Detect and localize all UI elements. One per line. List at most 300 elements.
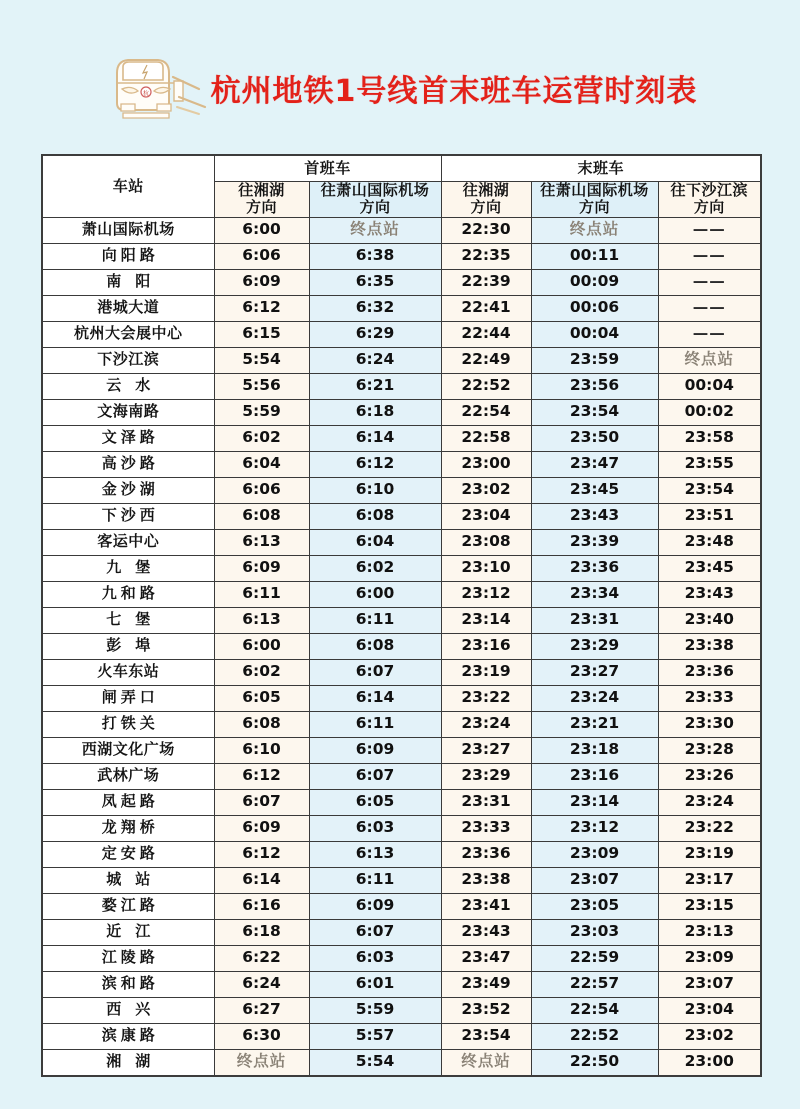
station-name-cell <box>42 321 214 347</box>
time-cell-last_to_xianghu <box>441 1049 531 1076</box>
time-value: 23:10 <box>461 558 511 577</box>
time-value: 6:00 <box>355 584 395 603</box>
time-cell-last_to_xianghu <box>441 971 531 997</box>
table-row <box>42 503 761 529</box>
time-cell-last_to_airport <box>531 919 658 945</box>
time-value: 23:36 <box>461 844 511 863</box>
time-cell-first_to_xianghu <box>214 659 309 685</box>
time-cell-last_to_airport <box>531 321 658 347</box>
time-value: 23:02 <box>684 1026 734 1045</box>
time-value: 5:59 <box>242 402 281 421</box>
table-row <box>42 477 761 503</box>
time-value: 6:03 <box>355 948 395 967</box>
time-value: 23:49 <box>461 974 511 993</box>
station-name-cell <box>42 581 214 607</box>
time-value: 23:14 <box>569 792 620 811</box>
time-value: 6:14 <box>355 428 395 447</box>
terminus-label: 终点站 <box>350 220 400 239</box>
station-name-cell <box>42 607 214 633</box>
column-header-direction-line1: 往萧山国际机场 <box>320 181 430 199</box>
station-name: 九堡 <box>106 558 165 577</box>
time-cell-last_to_xiashajiangbin <box>658 867 761 893</box>
time-cell-first_to_xianghu <box>214 919 309 945</box>
time-cell-last_to_xianghu <box>441 841 531 867</box>
table-body <box>42 217 761 1076</box>
time-cell-first_to_xianghu <box>214 529 309 555</box>
time-cell-first_to_xianghu <box>214 789 309 815</box>
time-value: 6:08 <box>242 506 281 525</box>
header-group-row <box>42 155 761 182</box>
time-value: 23:16 <box>569 766 620 785</box>
time-cell-first_to_airport <box>309 997 441 1023</box>
time-value: 23:43 <box>684 584 734 603</box>
no-service-label: —— <box>692 272 726 291</box>
time-cell-first_to_xianghu <box>214 555 309 581</box>
terminus-label: 终点站 <box>236 1052 287 1071</box>
time-value: 6:12 <box>355 454 395 473</box>
time-cell-last_to_xianghu <box>441 529 531 555</box>
station-name: 火车东站 <box>97 662 160 681</box>
time-value: 23:03 <box>569 922 620 941</box>
time-value: 6:32 <box>355 298 395 317</box>
time-cell-last_to_airport <box>531 243 658 269</box>
time-cell-last_to_xianghu <box>441 399 531 425</box>
time-cell-last_to_xiashajiangbin <box>658 529 761 555</box>
time-cell-first_to_xianghu <box>214 243 309 269</box>
time-cell-last_to_airport <box>531 477 658 503</box>
time-value: 23:43 <box>569 506 620 525</box>
time-cell-last_to_airport <box>531 659 658 685</box>
time-value: 6:02 <box>242 662 281 681</box>
time-value: 22:39 <box>461 272 511 291</box>
time-cell-last_to_xiashajiangbin <box>658 789 761 815</box>
table-row <box>42 685 761 711</box>
station-name: 文泽路 <box>101 428 159 447</box>
time-value: 23:04 <box>461 506 511 525</box>
station-name: 客运中心 <box>97 532 160 551</box>
table-row <box>42 659 761 685</box>
time-cell-last_to_xianghu <box>441 815 531 841</box>
time-cell-first_to_airport <box>309 555 441 581</box>
time-cell-first_to_airport <box>309 737 441 763</box>
table-row <box>42 633 761 659</box>
time-cell-first_to_xianghu <box>214 399 309 425</box>
time-cell-first_to_xianghu <box>214 503 309 529</box>
time-value: 6:27 <box>242 1000 281 1019</box>
time-value: 23:21 <box>569 714 620 733</box>
time-cell-first_to_airport <box>309 971 441 997</box>
time-cell-last_to_xiashajiangbin <box>658 477 761 503</box>
time-value: 23:24 <box>569 688 620 707</box>
station-name: 高沙路 <box>101 454 159 473</box>
time-value: 22:49 <box>461 350 511 369</box>
time-value: 6:35 <box>355 272 395 291</box>
time-value: 5:56 <box>242 376 281 395</box>
column-header-direction-line2: 方向 <box>693 198 725 217</box>
time-cell-last_to_xiashajiangbin <box>658 1049 761 1076</box>
time-value: 6:11 <box>355 870 395 889</box>
station-name-cell <box>42 867 214 893</box>
metro-train-icon <box>103 51 207 127</box>
time-cell-first_to_airport <box>309 867 441 893</box>
station-name: 凤起路 <box>101 792 159 811</box>
time-cell-last_to_airport <box>531 1023 658 1049</box>
station-name-cell <box>42 1023 214 1049</box>
time-value: 6:14 <box>242 870 281 889</box>
time-cell-first_to_airport <box>309 503 441 529</box>
time-value: 6:38 <box>355 246 395 265</box>
time-cell-last_to_airport <box>531 529 658 555</box>
time-cell-first_to_xianghu <box>214 607 309 633</box>
time-value: 23:48 <box>684 532 734 551</box>
time-value: 23:47 <box>461 948 511 967</box>
time-cell-first_to_xianghu <box>214 737 309 763</box>
time-value: 6:09 <box>242 818 281 837</box>
time-value: 23:28 <box>684 740 734 759</box>
time-cell-last_to_airport <box>531 737 658 763</box>
time-cell-last_to_xiashajiangbin <box>658 711 761 737</box>
table-row <box>42 893 761 919</box>
time-cell-last_to_airport <box>531 373 658 399</box>
station-name-cell <box>42 373 214 399</box>
time-cell-first_to_airport <box>309 373 441 399</box>
time-value: 6:06 <box>242 480 281 499</box>
time-cell-last_to_xianghu <box>441 1023 531 1049</box>
time-value: 5:54 <box>355 1052 395 1071</box>
time-cell-last_to_xianghu <box>441 919 531 945</box>
terminus-label: 终点站 <box>461 1052 511 1071</box>
time-cell-last_to_xianghu <box>441 607 531 633</box>
time-value: 23:47 <box>569 454 620 473</box>
station-name-cell <box>42 763 214 789</box>
time-value: 00:04 <box>684 376 734 395</box>
time-value: 23:33 <box>684 688 734 707</box>
table-row <box>42 529 761 555</box>
time-cell-first_to_xianghu <box>214 425 309 451</box>
station-name: 滨和路 <box>101 974 159 993</box>
station-name: 萧山国际机场 <box>81 220 175 239</box>
time-value: 6:09 <box>355 740 395 759</box>
station-name-cell <box>42 1049 214 1076</box>
station-name-cell <box>42 347 214 373</box>
station-name: 江陵路 <box>101 948 159 967</box>
table-row <box>42 555 761 581</box>
time-value: 23:13 <box>684 922 734 941</box>
column-header-last_to_xianghu <box>441 182 531 218</box>
time-value: 23:22 <box>461 688 511 707</box>
time-value: 23:16 <box>461 636 511 655</box>
time-value: 6:02 <box>355 558 395 577</box>
station-name-cell <box>42 503 214 529</box>
station-name: 打铁关 <box>101 714 159 733</box>
time-cell-last_to_xiashajiangbin <box>658 997 761 1023</box>
time-cell-last_to_airport <box>531 503 658 529</box>
column-header-direction-line1: 往湘湖 <box>462 181 510 199</box>
station-name: 九和路 <box>101 584 159 603</box>
time-cell-first_to_airport <box>309 347 441 373</box>
time-value: 6:07 <box>355 766 395 785</box>
time-value: 22:54 <box>461 402 511 421</box>
time-value: 23:24 <box>684 792 734 811</box>
time-cell-last_to_xianghu <box>441 789 531 815</box>
time-value: 6:08 <box>242 714 281 733</box>
time-value: 23:58 <box>684 428 734 447</box>
time-value: 6:04 <box>242 454 281 473</box>
table-row <box>42 607 761 633</box>
time-cell-first_to_airport <box>309 633 441 659</box>
time-cell-first_to_airport <box>309 1049 441 1076</box>
time-value: 00:02 <box>684 402 734 421</box>
time-cell-last_to_airport <box>531 399 658 425</box>
time-cell-last_to_xiashajiangbin <box>658 581 761 607</box>
table-row <box>42 425 761 451</box>
time-cell-first_to_airport <box>309 321 441 347</box>
time-value: 6:11 <box>242 584 281 603</box>
time-value: 6:09 <box>242 272 281 291</box>
time-cell-last_to_xianghu <box>441 295 531 321</box>
column-header-direction-line1: 往湘湖 <box>238 181 285 199</box>
time-cell-last_to_xiashajiangbin <box>658 737 761 763</box>
station-name: 金沙湖 <box>101 480 159 499</box>
terminus-label: 终点站 <box>684 350 735 369</box>
time-value: 6:07 <box>242 792 281 811</box>
time-value: 6:07 <box>355 662 395 681</box>
time-value: 23:33 <box>461 818 511 837</box>
time-value: 23:45 <box>684 558 734 577</box>
time-cell-last_to_airport <box>531 815 658 841</box>
column-header-direction-line2: 方向 <box>359 198 391 217</box>
time-cell-last_to_xianghu <box>441 945 531 971</box>
time-cell-last_to_xianghu <box>441 893 531 919</box>
time-value: 5:57 <box>355 1026 395 1045</box>
station-name-cell <box>42 841 214 867</box>
time-value: 6:09 <box>242 558 281 577</box>
time-value: 6:06 <box>242 246 281 265</box>
table-row <box>42 1023 761 1049</box>
time-value: 6:09 <box>355 896 395 915</box>
station-name: 龙翔桥 <box>101 818 159 837</box>
station-name-cell <box>42 789 214 815</box>
time-value: 00:06 <box>569 298 620 317</box>
time-cell-last_to_xiashajiangbin <box>658 295 761 321</box>
time-value: 22:54 <box>569 1000 620 1019</box>
time-cell-last_to_xiashajiangbin <box>658 243 761 269</box>
time-cell-first_to_airport <box>309 893 441 919</box>
time-cell-last_to_xianghu <box>441 633 531 659</box>
time-cell-last_to_xianghu <box>441 217 531 243</box>
station-name: 滨康路 <box>101 1026 159 1045</box>
time-value: 00:04 <box>569 324 620 343</box>
table-row <box>42 269 761 295</box>
time-value: 6:21 <box>355 376 395 395</box>
time-cell-last_to_xianghu <box>441 711 531 737</box>
time-cell-first_to_xianghu <box>214 685 309 711</box>
column-header-last_to_airport <box>531 182 658 218</box>
time-cell-first_to_airport <box>309 243 441 269</box>
time-cell-first_to_xianghu <box>214 295 309 321</box>
column-header-station: 车站 <box>42 155 214 217</box>
time-value: 23:54 <box>684 480 734 499</box>
time-value: 6:04 <box>355 532 395 551</box>
time-cell-last_to_xiashajiangbin <box>658 893 761 919</box>
table-head <box>42 155 761 217</box>
time-value: 23:05 <box>569 896 620 915</box>
time-value: 6:03 <box>355 818 395 837</box>
time-cell-last_to_xiashajiangbin <box>658 399 761 425</box>
time-value: 22:52 <box>569 1026 620 1045</box>
time-cell-first_to_airport <box>309 269 441 295</box>
station-name-cell <box>42 815 214 841</box>
column-header-direction-line1: 往萧山国际机场 <box>540 181 649 199</box>
time-value: 6:13 <box>355 844 395 863</box>
time-cell-last_to_xiashajiangbin <box>658 945 761 971</box>
time-value: 23:12 <box>569 818 620 837</box>
time-value: 23:09 <box>684 948 734 967</box>
column-header-direction-line2: 方向 <box>470 198 502 217</box>
station-name: 南阳 <box>106 272 165 291</box>
column-header-direction-line1: 往下沙江滨 <box>670 181 749 199</box>
time-cell-first_to_airport <box>309 217 441 243</box>
time-value: 23:52 <box>461 1000 511 1019</box>
time-cell-last_to_airport <box>531 607 658 633</box>
time-value: 23:39 <box>569 532 620 551</box>
time-value: 23:07 <box>684 974 734 993</box>
time-cell-first_to_xianghu <box>214 945 309 971</box>
table-row <box>42 399 761 425</box>
time-value: 23:15 <box>684 896 734 915</box>
time-value: 23:38 <box>461 870 511 889</box>
table-row <box>42 321 761 347</box>
terminus-label: 终点站 <box>569 220 620 239</box>
time-cell-last_to_xianghu <box>441 347 531 373</box>
column-header-first_to_xianghu <box>214 182 309 218</box>
station-name: 定安路 <box>101 844 159 863</box>
time-cell-first_to_xianghu <box>214 451 309 477</box>
table-row <box>42 347 761 373</box>
time-cell-last_to_airport <box>531 217 658 243</box>
column-header-first_to_airport <box>309 182 441 218</box>
time-value: 22:58 <box>461 428 511 447</box>
time-cell-last_to_airport <box>531 581 658 607</box>
time-cell-last_to_xianghu <box>441 451 531 477</box>
table-row <box>42 815 761 841</box>
time-cell-last_to_xianghu <box>441 425 531 451</box>
time-cell-first_to_xianghu <box>214 269 309 295</box>
no-service-label: —— <box>692 324 726 343</box>
station-name-cell <box>42 737 214 763</box>
station-name-cell <box>42 529 214 555</box>
table-row <box>42 841 761 867</box>
time-cell-first_to_airport <box>309 295 441 321</box>
time-value: 6:18 <box>242 922 281 941</box>
svg-text:杭: 杭 <box>142 90 149 98</box>
time-cell-last_to_xiashajiangbin <box>658 841 761 867</box>
table-row <box>42 945 761 971</box>
page-title: 杭州地铁1号线首末班车运营时刻表 <box>210 74 698 109</box>
time-cell-last_to_xiashajiangbin <box>658 347 761 373</box>
time-cell-last_to_xianghu <box>441 659 531 685</box>
time-value: 6:10 <box>355 480 395 499</box>
time-cell-last_to_xianghu <box>441 321 531 347</box>
time-value: 6:22 <box>242 948 281 967</box>
column-header-direction-line2: 方向 <box>245 198 277 217</box>
time-value: 6:00 <box>242 636 281 655</box>
time-cell-first_to_xianghu <box>214 581 309 607</box>
time-value: 23:07 <box>569 870 620 889</box>
table-row <box>42 373 761 399</box>
time-cell-first_to_airport <box>309 607 441 633</box>
time-value: 23:19 <box>461 662 511 681</box>
time-value: 23:08 <box>461 532 511 551</box>
time-cell-last_to_xianghu <box>441 997 531 1023</box>
time-cell-last_to_xianghu <box>441 477 531 503</box>
time-value: 23:59 <box>569 350 620 369</box>
time-cell-first_to_airport <box>309 399 441 425</box>
time-cell-last_to_xianghu <box>441 581 531 607</box>
time-cell-first_to_xianghu <box>214 1023 309 1049</box>
table-row <box>42 737 761 763</box>
station-name: 湘湖 <box>106 1052 165 1071</box>
station-name-cell <box>42 217 214 243</box>
time-value: 23:27 <box>569 662 620 681</box>
time-cell-last_to_xiashajiangbin <box>658 763 761 789</box>
time-value: 23:00 <box>684 1052 734 1071</box>
time-cell-last_to_xiashajiangbin <box>658 555 761 581</box>
time-value: 23:26 <box>684 766 734 785</box>
time-value: 23:50 <box>569 428 620 447</box>
station-name: 杭州大会展中心 <box>73 324 183 343</box>
time-cell-last_to_xianghu <box>441 269 531 295</box>
column-header-direction-line2: 方向 <box>579 198 611 217</box>
time-cell-last_to_xianghu <box>441 867 531 893</box>
time-value: 6:13 <box>242 610 281 629</box>
time-value: 23:04 <box>684 1000 734 1019</box>
time-value: 23:54 <box>461 1026 511 1045</box>
time-value: 6:08 <box>355 506 395 525</box>
time-value: 23:00 <box>461 454 511 473</box>
time-cell-first_to_xianghu <box>214 711 309 737</box>
time-value: 23:56 <box>569 376 620 395</box>
time-value: 22:35 <box>461 246 511 265</box>
table-row <box>42 243 761 269</box>
time-cell-last_to_xianghu <box>441 685 531 711</box>
time-value: 23:30 <box>684 714 734 733</box>
time-value: 23:51 <box>684 506 734 525</box>
table-row <box>42 997 761 1023</box>
no-service-label: —— <box>692 298 726 317</box>
time-cell-first_to_airport <box>309 763 441 789</box>
time-cell-last_to_airport <box>531 971 658 997</box>
table-row <box>42 763 761 789</box>
time-cell-first_to_xianghu <box>214 477 309 503</box>
table-row <box>42 971 761 997</box>
time-cell-last_to_xianghu <box>441 763 531 789</box>
time-value: 6:11 <box>355 714 395 733</box>
time-value: 6:02 <box>242 428 281 447</box>
station-name: 武林广场 <box>97 766 160 785</box>
time-cell-last_to_airport <box>531 763 658 789</box>
time-cell-last_to_airport <box>531 945 658 971</box>
time-value: 6:18 <box>355 402 395 421</box>
time-value: 23:36 <box>684 662 734 681</box>
time-cell-last_to_xianghu <box>441 555 531 581</box>
no-service-label: —— <box>692 246 726 265</box>
time-cell-first_to_airport <box>309 659 441 685</box>
time-cell-first_to_airport <box>309 919 441 945</box>
station-name-cell <box>42 997 214 1023</box>
table-row <box>42 919 761 945</box>
column-group-first-train: 首班车 <box>214 155 441 182</box>
